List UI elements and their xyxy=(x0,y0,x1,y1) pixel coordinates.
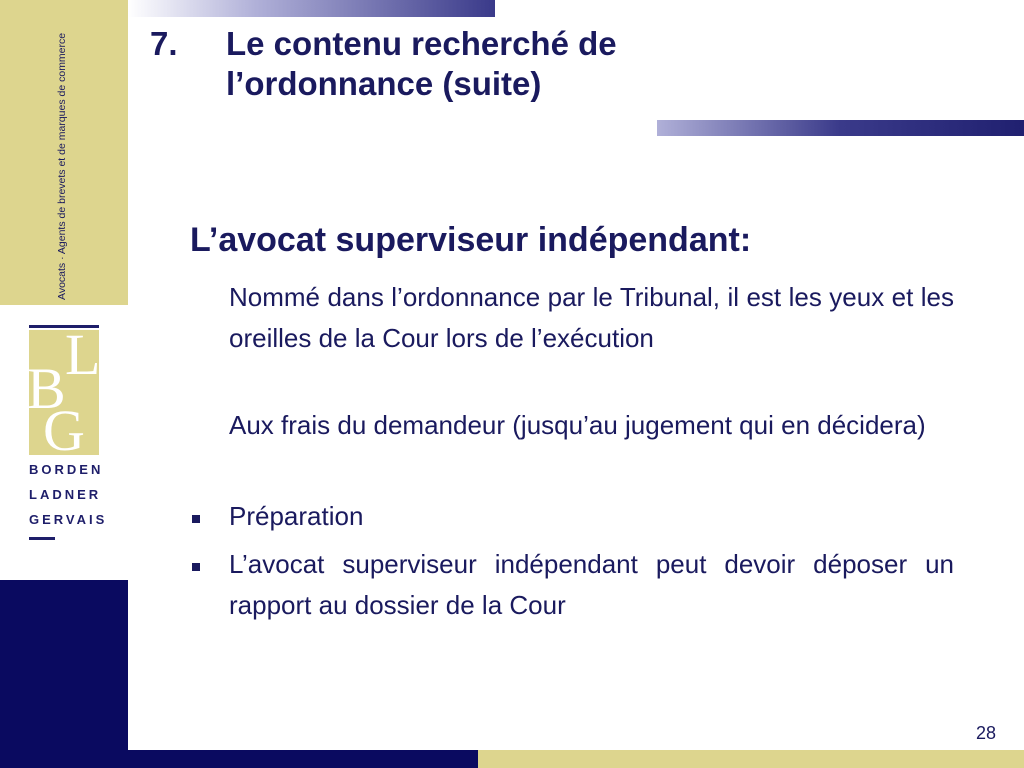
title-underline-gradient-bar xyxy=(657,120,1024,136)
logo-letter-g: G xyxy=(43,398,85,463)
logo-bottom-rule xyxy=(29,537,55,540)
sidebar-vertical-text: Avocats · Agents de brevets et de marques de commerce xyxy=(56,32,68,300)
section-heading: L’avocat superviseur indépendant: xyxy=(190,221,752,259)
blg-logo-mark xyxy=(27,322,101,463)
bottom-bar-navy xyxy=(0,750,478,768)
top-gradient-bar xyxy=(128,0,495,17)
bullet-item-rapport: L’avocat superviseur indépendant peut devoir déposer un rapport au dossier de la Cour xyxy=(229,549,954,620)
paragraph-frais: Aux frais du demandeur (jusqu’au jugement qui en décidera) xyxy=(229,410,926,440)
logo-name-gervais: GERVAIS xyxy=(29,512,108,527)
slide-title: Le contenu recherché de l’ordonnance (suite) xyxy=(226,25,617,102)
slide-title-number: 7. xyxy=(150,25,178,62)
bullet-item-preparation: Préparation xyxy=(229,501,364,531)
page-number: 28 xyxy=(975,723,996,743)
bullet-square-icon xyxy=(192,515,200,523)
bottom-bar-gold xyxy=(478,750,1024,768)
sidebar-navy-panel xyxy=(0,580,128,768)
logo-letter-l: L xyxy=(65,322,101,387)
bullet-square-icon xyxy=(192,563,200,571)
logo-name-ladner: LADNER xyxy=(29,487,102,502)
logo-name-borden: BORDEN xyxy=(29,462,104,477)
logo-letter-b: B xyxy=(27,356,66,421)
paragraph-nomme: Nommé dans l’ordonnance par le Tribunal, il est les yeux et les oreilles de la Cour lors de l’exécution xyxy=(229,282,954,353)
